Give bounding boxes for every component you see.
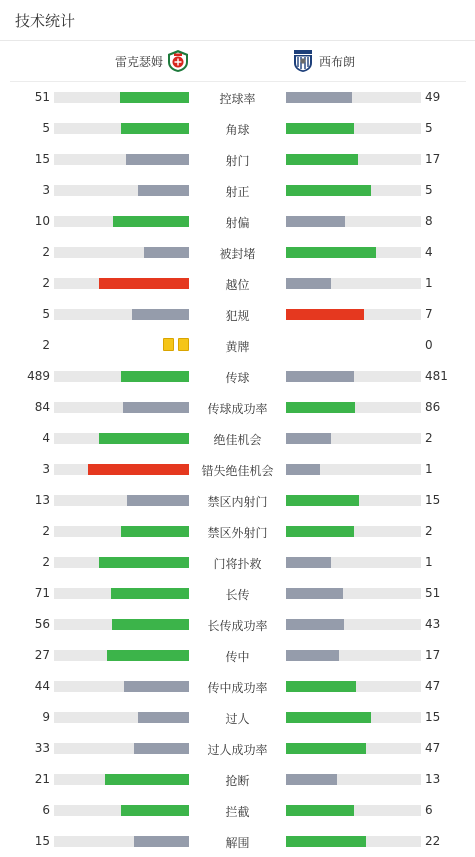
away-stat-value: 7 (425, 307, 433, 321)
home-stat-bar (54, 371, 189, 382)
stat-label: 禁区外射门 (207, 526, 268, 540)
stat-label: 长传成功率 (207, 619, 268, 633)
home-stat-value: 56 (34, 617, 50, 631)
home-stat-bar-fill (107, 650, 189, 661)
away-stat-value: 86 (425, 400, 441, 414)
home-stat-value: 84 (34, 400, 50, 414)
home-stat-bar-fill (120, 92, 189, 103)
home-stat-bar (54, 154, 189, 165)
away-stat-bar-fill (286, 247, 376, 258)
away-stat-bar-fill (286, 433, 331, 444)
home-stat-bar (54, 278, 189, 289)
away-stat-value: 2 (425, 431, 433, 445)
stat-row (0, 236, 475, 267)
stat-row (0, 360, 475, 391)
stat-label: 解围 (225, 836, 250, 850)
stats-header (0, 0, 475, 41)
away-stat-value: 5 (425, 121, 433, 135)
home-stat-bar (54, 588, 189, 599)
away-stat-value: 1 (425, 462, 433, 476)
away-stat-value: 1 (425, 555, 433, 569)
home-stat-value: 10 (34, 214, 50, 228)
home-stat-bar (54, 650, 189, 661)
away-stat-bar (286, 402, 421, 413)
away-stat-bar (286, 309, 421, 320)
stat-row (0, 453, 475, 484)
away-stat-bar (286, 464, 421, 475)
home-stat-value: 21 (34, 772, 50, 786)
away-stat-bar-fill (286, 495, 359, 506)
away-stat-bar-fill (286, 650, 339, 661)
away-stat-bar-fill (286, 371, 354, 382)
home-stat-bar (54, 774, 189, 785)
home-stat-bar-fill (138, 185, 189, 196)
stat-label: 错失绝佳机会 (201, 464, 274, 478)
away-stat-bar (286, 712, 421, 723)
away-stat-value: 15 (425, 493, 441, 507)
stat-label: 越位 (225, 278, 250, 292)
home-stat-value: 51 (34, 90, 50, 104)
stat-row (0, 267, 475, 298)
away-stat-bar-fill (286, 712, 371, 723)
home-stat-value: 9 (42, 710, 50, 724)
away-stat-bar-fill (286, 402, 355, 413)
away-stat-bar (286, 433, 421, 444)
stat-row (0, 112, 475, 143)
away-stat-bar (286, 247, 421, 258)
home-team-name: 雷克瑟姆 (114, 55, 163, 69)
stat-label: 绝佳机会 (213, 433, 262, 447)
page-title: 技术统计 (15, 12, 76, 30)
stat-label: 射偏 (225, 216, 250, 230)
stat-label: 拦截 (225, 805, 250, 819)
away-stat-bar-fill (286, 309, 364, 320)
stat-row (0, 732, 475, 763)
stat-label: 过人 (225, 712, 250, 726)
away-stat-value: 1 (425, 276, 433, 290)
home-stat-bar-fill (138, 712, 189, 723)
away-stat-bar-fill (286, 588, 343, 599)
away-stat-bar-fill (286, 774, 337, 785)
away-stat-bar (286, 743, 421, 754)
away-stat-value: 43 (425, 617, 441, 631)
home-stat-bar (54, 185, 189, 196)
stat-label: 控球率 (219, 92, 256, 106)
away-stat-bar (286, 650, 421, 661)
away-stat-value: 15 (425, 710, 441, 724)
home-stat-bar-fill (105, 774, 189, 785)
home-stat-value: 27 (34, 648, 50, 662)
home-stat-value: 3 (42, 183, 50, 197)
away-stat-value: 5 (425, 183, 433, 197)
home-stat-value: 2 (42, 555, 50, 569)
away-stat-value: 22 (425, 834, 441, 848)
stat-label: 射正 (225, 185, 250, 199)
home-stat-bar-fill (99, 278, 189, 289)
stat-row (0, 174, 475, 205)
home-stat-value: 4 (42, 431, 50, 445)
away-stat-bar (286, 371, 421, 382)
away-stat-bar (286, 836, 421, 847)
stat-label: 传中成功率 (207, 681, 268, 695)
home-stat-bar (54, 526, 189, 537)
away-stat-bar-fill (286, 123, 354, 134)
stat-row (0, 205, 475, 236)
away-stat-bar-fill (286, 216, 345, 227)
home-stat-bar-fill (121, 526, 189, 537)
team-header (10, 41, 466, 82)
home-stat-bar-fill (121, 805, 189, 816)
home-stat-bar-fill (126, 154, 189, 165)
home-stat-bar-fill (124, 681, 189, 692)
stat-row (0, 329, 475, 360)
home-stat-bar-fill (121, 371, 189, 382)
home-stat-value: 33 (34, 741, 50, 755)
home-stat-value: 2 (42, 524, 50, 538)
away-stat-bar-fill (286, 278, 331, 289)
away-stat-value: 47 (425, 741, 441, 755)
west-brom-crest-icon (292, 49, 314, 73)
away-stat-bar (286, 681, 421, 692)
away-stat-bar (286, 123, 421, 134)
home-stat-bar (54, 92, 189, 103)
home-stat-value: 5 (42, 121, 50, 135)
away-stat-value: 49 (425, 90, 441, 104)
away-stat-bar (286, 774, 421, 785)
home-stat-value: 15 (34, 152, 50, 166)
stat-row (0, 825, 475, 856)
away-stat-bar-fill (286, 154, 358, 165)
yellow-card-icon (178, 338, 189, 351)
home-stat-value: 6 (42, 803, 50, 817)
stat-row (0, 670, 475, 701)
home-stat-bar (54, 681, 189, 692)
stat-label: 抢断 (225, 774, 250, 788)
away-stat-value: 47 (425, 679, 441, 693)
stat-row (0, 701, 475, 732)
away-stat-bar (286, 92, 421, 103)
stat-label: 过人成功率 (207, 743, 268, 757)
home-stat-bar-fill (111, 588, 189, 599)
home-stat-value: 71 (34, 586, 50, 600)
home-stat-bar-fill (127, 495, 189, 506)
away-stat-bar-fill (286, 619, 344, 630)
home-stat-value: 2 (42, 276, 50, 290)
home-yellow-cards (159, 338, 189, 352)
stat-row (0, 484, 475, 515)
away-stat-value: 17 (425, 152, 441, 166)
stat-row (0, 577, 475, 608)
home-stat-value: 13 (34, 493, 50, 507)
away-stat-bar (286, 495, 421, 506)
away-stat-value: 481 (425, 369, 448, 383)
home-stat-bar (54, 805, 189, 816)
stat-label: 传球成功率 (207, 402, 268, 416)
stat-row (0, 422, 475, 453)
stat-row (0, 546, 475, 577)
away-stat-value: 4 (425, 245, 433, 259)
away-stat-value: 6 (425, 803, 433, 817)
home-stat-bar (54, 433, 189, 444)
away-stat-value: 51 (425, 586, 441, 600)
away-stat-bar-fill (286, 743, 366, 754)
stat-label: 射门 (225, 154, 250, 168)
away-stat-bar (286, 557, 421, 568)
home-stat-bar-fill (88, 464, 189, 475)
stat-label: 角球 (225, 123, 250, 137)
stat-label: 犯规 (225, 309, 250, 323)
away-stat-bar-fill (286, 464, 320, 475)
away-stat-bar-fill (286, 836, 366, 847)
away-stat-value: 0 (425, 338, 433, 352)
away-stat-bar (286, 185, 421, 196)
away-stat-bar (286, 278, 421, 289)
away-stat-bar (286, 216, 421, 227)
home-stat-value: 44 (34, 679, 50, 693)
stat-row (0, 298, 475, 329)
away-stat-bar (286, 588, 421, 599)
home-stat-bar (54, 309, 189, 320)
away-stat-bar (286, 805, 421, 816)
stat-label: 传中 (225, 650, 250, 664)
home-stat-value: 2 (42, 338, 50, 352)
stat-label: 被封堵 (219, 247, 256, 261)
home-stat-bar-fill (99, 557, 189, 568)
home-stat-bar-fill (112, 619, 189, 630)
stat-label: 禁区内射门 (207, 495, 268, 509)
stat-row (0, 639, 475, 670)
home-stat-bar (54, 402, 189, 413)
wrexham-crest-icon (167, 49, 189, 73)
home-stat-bar (54, 216, 189, 227)
away-stat-bar-fill (286, 681, 356, 692)
stat-label: 门将扑救 (213, 557, 262, 571)
home-stat-bar-fill (121, 123, 189, 134)
stat-row (0, 81, 475, 112)
home-stat-value: 2 (42, 245, 50, 259)
home-stat-bar (54, 619, 189, 630)
home-stat-bar-fill (99, 433, 189, 444)
home-stat-bar (54, 743, 189, 754)
away-team-name: 西布朗 (319, 55, 356, 69)
stat-row (0, 794, 475, 825)
home-stat-bar (54, 836, 189, 847)
home-stat-bar (54, 495, 189, 506)
away-stat-bar (286, 619, 421, 630)
stat-row (0, 391, 475, 422)
stats-list (0, 81, 475, 856)
stat-label: 传球 (225, 371, 250, 385)
stat-label: 黄牌 (225, 340, 250, 354)
home-stat-bar-fill (132, 309, 189, 320)
home-stat-value: 15 (34, 834, 50, 848)
away-stat-bar (286, 526, 421, 537)
home-stat-bar (54, 557, 189, 568)
home-stat-value: 489 (27, 369, 50, 383)
home-stat-bar-fill (134, 836, 189, 847)
away-stat-value: 13 (425, 772, 441, 786)
stat-row (0, 143, 475, 174)
away-stat-bar-fill (286, 92, 352, 103)
home-stat-bar (54, 464, 189, 475)
stat-label: 长传 (225, 588, 250, 602)
home-stat-value: 5 (42, 307, 50, 321)
away-stat-bar-fill (286, 526, 354, 537)
home-stat-bar-fill (113, 216, 189, 227)
away-stat-bar-fill (286, 185, 371, 196)
away-stat-value: 8 (425, 214, 433, 228)
home-stat-bar (54, 712, 189, 723)
away-stat-value: 17 (425, 648, 441, 662)
home-stat-value: 3 (42, 462, 50, 476)
home-stat-bar (54, 123, 189, 134)
home-stat-bar-fill (123, 402, 189, 413)
home-stat-bar-fill (144, 247, 189, 258)
away-stat-value: 2 (425, 524, 433, 538)
away-stat-bar-fill (286, 805, 354, 816)
stat-row (0, 763, 475, 794)
stat-row (0, 608, 475, 639)
home-stat-bar-fill (134, 743, 189, 754)
home-stat-bar (54, 247, 189, 258)
away-stat-bar (286, 154, 421, 165)
stat-row (0, 515, 475, 546)
away-stat-bar-fill (286, 557, 331, 568)
yellow-card-icon (163, 338, 174, 351)
